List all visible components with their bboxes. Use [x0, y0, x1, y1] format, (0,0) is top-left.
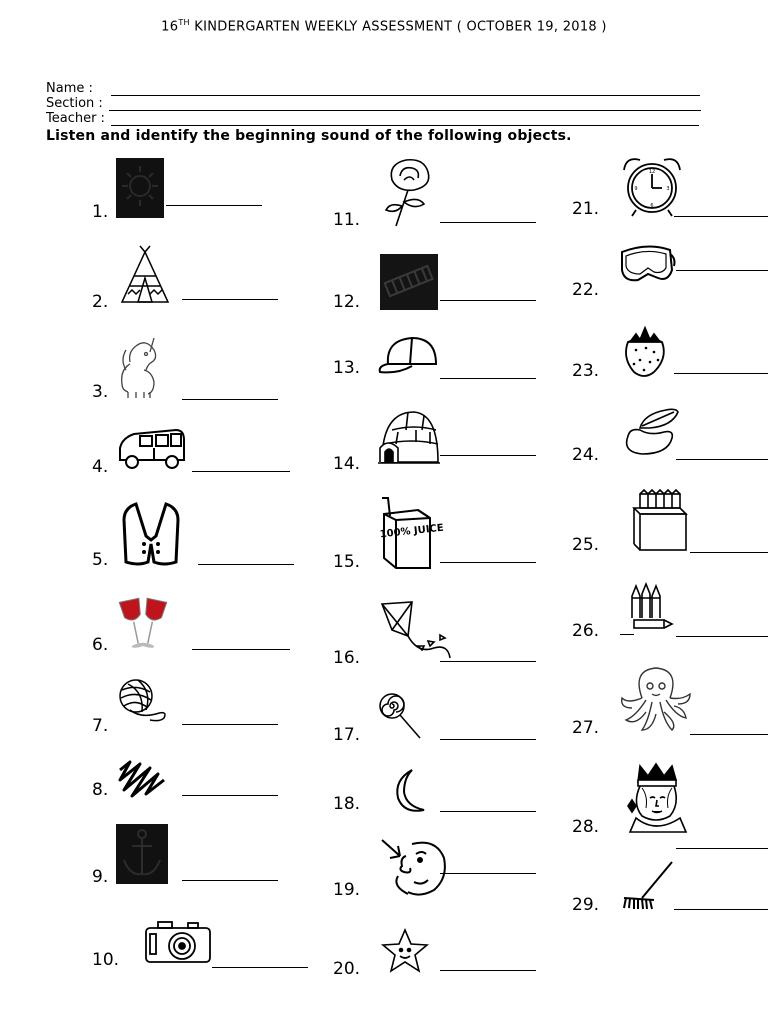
item-number: 5.	[92, 550, 109, 570]
item-number: 25.	[572, 535, 600, 555]
item-number: 15.	[333, 552, 361, 572]
answer-line[interactable]	[674, 216, 768, 217]
answer-line[interactable]	[440, 378, 536, 379]
answer-line[interactable]	[690, 734, 768, 735]
answer-line[interactable]	[212, 967, 308, 968]
item-number: 7.	[92, 716, 109, 736]
yarn-ball-icon	[116, 678, 170, 724]
unicorn-icon	[114, 334, 170, 400]
cap-icon	[378, 334, 440, 376]
item-number: 3.	[92, 382, 109, 402]
xylophone-icon	[380, 254, 438, 310]
camera-icon	[144, 918, 212, 966]
item-number: 26.	[572, 621, 600, 641]
answer-line[interactable]	[192, 471, 290, 472]
answer-line[interactable]	[182, 299, 278, 300]
answer-line[interactable]	[440, 562, 536, 563]
name-field[interactable]	[46, 82, 700, 96]
answer-line[interactable]	[674, 373, 768, 374]
answer-line[interactable]	[440, 811, 536, 812]
item-number: 12.	[333, 292, 361, 312]
answer-line[interactable]	[182, 399, 278, 400]
kite-icon	[378, 598, 450, 664]
answer-line[interactable]	[440, 222, 536, 223]
juice-box-icon	[378, 496, 445, 570]
svg-text:6: 6	[650, 203, 654, 209]
item-number: 9.	[92, 867, 109, 887]
answer-line[interactable]	[440, 300, 536, 301]
answer-line[interactable]	[192, 649, 290, 650]
item-number: 28.	[572, 817, 600, 837]
star-icon	[380, 928, 430, 974]
item-number: 19.	[333, 880, 361, 900]
igloo-icon	[378, 406, 440, 468]
answer-line[interactable]	[166, 205, 262, 206]
item-number: 11.	[333, 210, 361, 230]
octopus-icon	[618, 664, 692, 736]
sun-icon	[116, 158, 164, 218]
answer-line[interactable]	[676, 848, 768, 849]
item-number: 27.	[572, 718, 600, 738]
queen-icon	[622, 762, 694, 834]
rake-icon	[620, 858, 676, 912]
moon-icon	[390, 766, 426, 816]
svg-text:3: 3	[666, 186, 670, 192]
answer-line[interactable]	[440, 661, 536, 662]
answer-line[interactable]	[674, 909, 768, 910]
item-number: 6.	[92, 635, 109, 655]
zigzag-icon	[116, 758, 168, 798]
mango-icon	[620, 406, 682, 458]
answer-line[interactable]	[440, 873, 536, 874]
answer-line[interactable]	[182, 795, 278, 796]
answer-line[interactable]	[620, 634, 634, 635]
section-line[interactable]	[109, 100, 701, 111]
item-number: 4.	[92, 457, 109, 477]
lollipop-icon	[378, 690, 424, 740]
wine-glasses-icon	[116, 594, 170, 654]
section-field[interactable]	[46, 97, 701, 111]
name-label: Name :	[46, 81, 93, 96]
strawberry-icon	[620, 322, 670, 380]
page-title: 16TH KINDERGARTEN WEEKLY ASSESSMENT ( OCTOBER 19, 2018 )	[161, 18, 607, 35]
answer-line[interactable]	[676, 270, 768, 271]
nose-icon	[378, 836, 448, 898]
answer-line[interactable]	[676, 459, 768, 460]
item-number: 24.	[572, 445, 600, 465]
svg-text:9: 9	[634, 186, 638, 192]
van-icon	[116, 426, 186, 472]
juice-label: 100% JUICE	[379, 522, 445, 541]
answer-line[interactable]	[182, 724, 278, 725]
answer-line[interactable]	[182, 880, 278, 881]
teacher-line[interactable]	[111, 115, 699, 126]
svg-text:12: 12	[648, 169, 656, 175]
item-number: 16.	[333, 648, 361, 668]
rose-icon	[380, 156, 442, 228]
crayon-points-icon	[626, 584, 674, 634]
instruction-text: Listen and identify the beginning sound of the following objects.	[46, 128, 572, 144]
item-number: 23.	[572, 361, 600, 381]
item-number: 1.	[92, 202, 109, 222]
answer-line[interactable]	[676, 636, 768, 637]
answer-line[interactable]	[198, 564, 294, 565]
answer-line[interactable]	[440, 739, 536, 740]
teepee-icon	[116, 246, 174, 308]
item-number: 2.	[92, 292, 109, 312]
anchor-icon	[116, 824, 168, 884]
item-number: 8.	[92, 780, 109, 800]
item-number: 29.	[572, 895, 600, 915]
item-number: 21.	[572, 199, 600, 219]
item-number: 17.	[333, 725, 361, 745]
alarm-clock-icon	[618, 154, 686, 218]
goggles-icon	[618, 240, 676, 300]
crayons-icon	[630, 488, 688, 552]
name-line[interactable]	[111, 85, 700, 96]
answer-line[interactable]	[690, 552, 768, 553]
item-number: 20.	[333, 959, 361, 979]
item-number: 14.	[333, 454, 361, 474]
section-label: Section :	[46, 96, 103, 111]
teacher-field[interactable]	[46, 112, 699, 126]
item-number: 22.	[572, 280, 600, 300]
vest-icon	[120, 500, 182, 568]
answer-line[interactable]	[440, 455, 536, 456]
item-number: 18.	[333, 794, 361, 814]
answer-line[interactable]	[440, 970, 536, 971]
teacher-label: Teacher :	[46, 111, 105, 126]
item-number: 13.	[333, 358, 361, 378]
item-number: 10.	[92, 950, 120, 970]
